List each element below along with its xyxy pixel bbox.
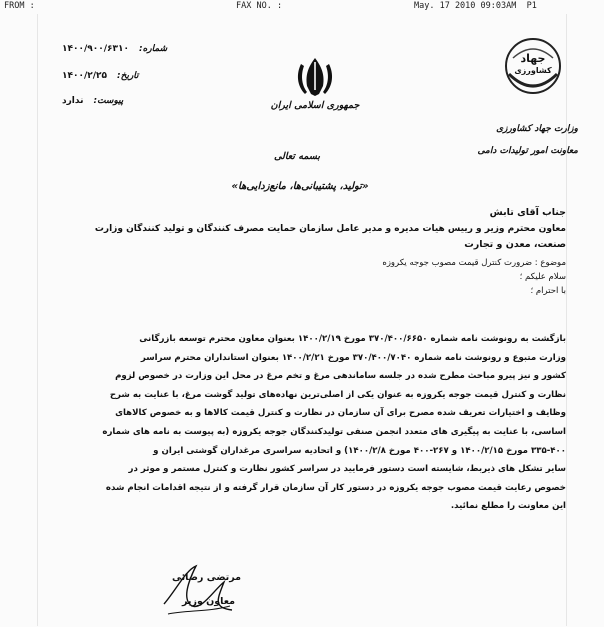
signer-name: مرتضی رضائی	[172, 572, 242, 583]
recipient-name: جناب آقای تابش	[489, 207, 566, 218]
recipient-organization: صنعت، معدن و تجارت	[464, 239, 566, 250]
letter-respect: با احترام ؛	[530, 286, 566, 296]
letter-subject: موضوع : ضرورت کنترل قیمت مصوب جوجه یکروزه	[382, 258, 566, 268]
letter-number-row	[62, 44, 167, 54]
body-line-9: خصوص رعایت قیمت مصوب جوجه یکروزه در دستور کار آن سازمان قرار گرفته و از نتیجه اقدامات انجام شده	[105, 482, 566, 493]
body-line-8: سایر تشکل های ذیربط، شایسته است دستور فرمایید در سراسر کشور نظارت و کنترل مستمر و موثر در	[128, 464, 566, 475]
letter-date-row	[62, 71, 139, 81]
ministry-name: وزارت جهاد کشاورزی	[496, 124, 578, 134]
letter-date-value: ۱۴۰۰/۲/۲۵	[62, 71, 108, 81]
fax-header	[0, 0, 604, 14]
body-line-7: ۳۳۵-۴۰۰ مورخ ۱۴۰۰/۲/۱۵ و ۲۶۷-۴۰۰ مورخ ۱۴۰۰/۲/۸) و اتحادیه سراسری مرغداران گوشتی ایران و	[153, 445, 566, 456]
body-line-1: بازگشت به رونوشت نامه شماره ۳۷۰/۴۰۰/۶۶۵۰ مورخ ۱۴۰۰/۲/۱۹ بعنوان معاون محترم توسعه بازرگانی	[139, 334, 566, 344]
letter-date-label: تاریخ:	[117, 71, 139, 81]
letter-attachment-row	[62, 96, 123, 106]
recipient-address	[46, 205, 566, 253]
ministry-logo-title: جهاد	[520, 52, 546, 65]
fax-date-time: May. 17 2010 09:03AM P1	[414, 1, 537, 11]
year-slogan: «تولید، پشتیبانی‌ها، مانع‌زدایی‌ها»	[231, 181, 369, 192]
fax-from: FROM :	[4, 1, 35, 11]
letter-number-label: شماره:	[139, 44, 168, 54]
letter-body	[46, 330, 566, 516]
letter-attachment-value: ندارد	[62, 96, 84, 106]
body-line-4: نظارت و کنترل قیمت جوجه یکروزه به عنوان یکی از اصلی‌ترین نهاده‌های تولید گوشت مرغ، با عنایت به شرح	[109, 389, 566, 400]
body-line-5: وظایف و اختیارات تعریف شده مصرح برای آن سازمان در نظارت و کنترل قیمت کالاها و به خصوص کالاهای	[115, 408, 566, 419]
body-line-6: اساسی، با عنایت به پیگیری های متعدد انجمن صنفی تولیدکنندگان جوجه یکروزه (به پیوست به نامه های شماره	[102, 426, 566, 437]
emblem-caption: جمهوری اسلامی ایران	[270, 100, 360, 111]
letter-greeting: سلام علیکم ؛	[519, 272, 566, 282]
ministry-logo-subtitle: کشاورزی	[514, 66, 552, 75]
recipient-title: معاون محترم وزیر و رییس هیات مدیره و مدیر عامل سازمان حمایت مصرف کنندگان و تولید کنندگان وزارت	[94, 224, 566, 234]
letter-opening	[46, 256, 566, 298]
body-line-10: این معاونت را مطلع نمائید.	[450, 501, 566, 512]
letter-attachment-label: پیوست:	[93, 96, 124, 106]
bismillah: بسمه تعالی	[274, 151, 320, 162]
letter-number-value: ۱۴۰۰/۹۰۰/۶۳۱۰	[62, 44, 129, 54]
body-line-2: وزارت متبوع و رونوشت نامه شماره ۳۷۰/۴۰۰/۷۰۴۰ مورخ ۱۴۰۰/۲/۲۱ بعنوان استانداران محترم سراسر	[140, 352, 566, 363]
body-line-3: کشور و نیز پیرو مباحث مطرح شده در جلسه ساماندهی مرغ و تخم مرغ در محل این وزارت در خصوص لزوم	[115, 371, 566, 382]
handwritten-signature-icon	[158, 560, 238, 620]
ministry-department: معاونت امور تولیدات دامی	[477, 146, 578, 156]
signer-title: معاون وزیر	[182, 596, 235, 607]
iran-emblem-icon	[293, 56, 337, 98]
fax-number: FAX NO. :	[236, 1, 283, 11]
